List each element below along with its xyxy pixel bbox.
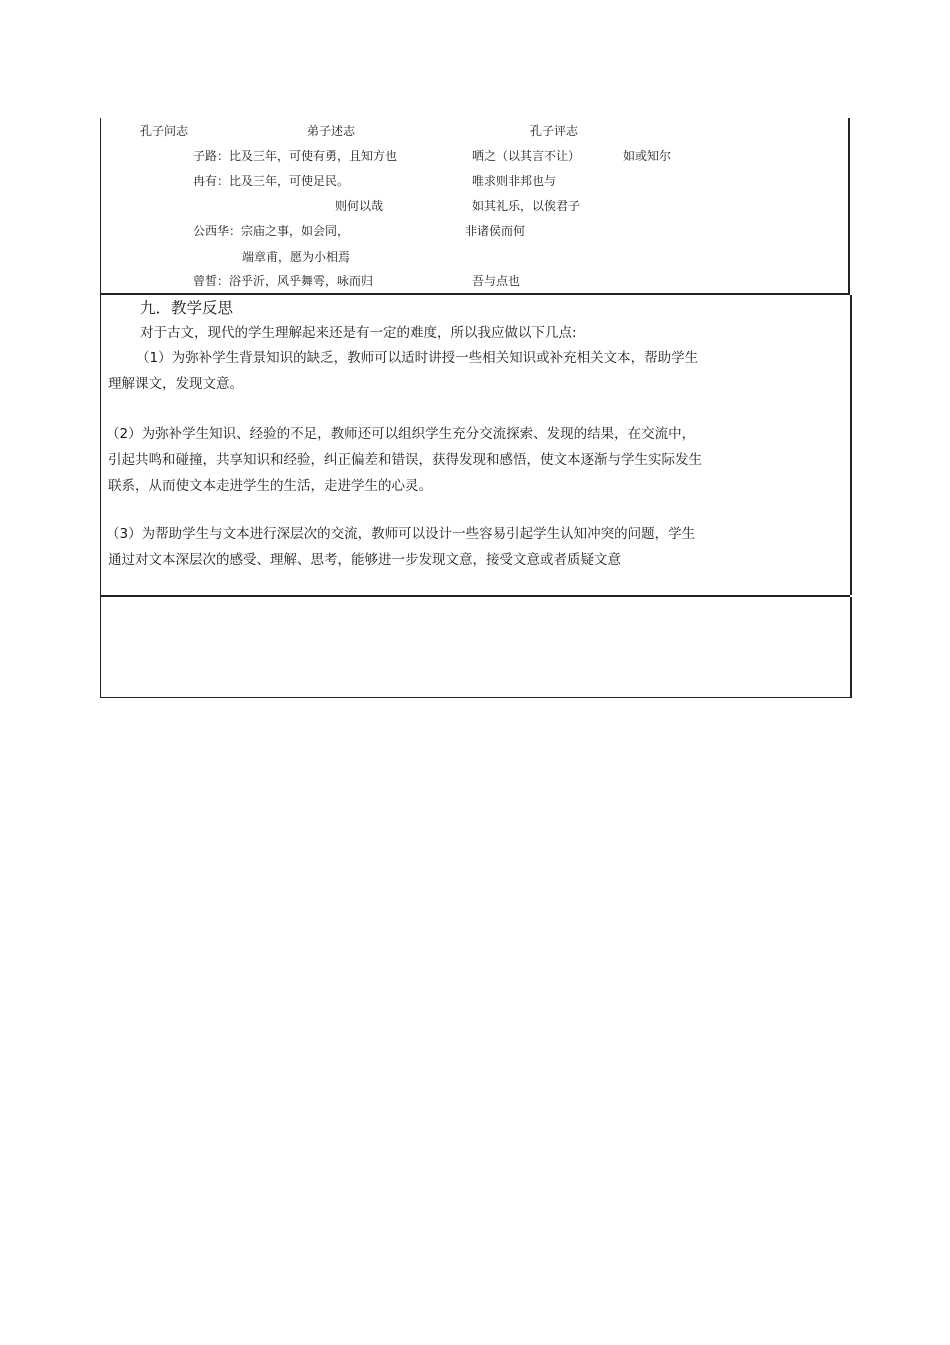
row-ranyou-comment: 唯求则非邦也与	[472, 174, 557, 188]
row-ranyou-continued: 则何以哉	[335, 199, 384, 213]
row-zengxi-comment: 吾与点也	[472, 274, 521, 288]
header-ask: 孔子问志	[140, 124, 189, 138]
header-tell: 弟子述志	[307, 124, 356, 138]
reflection-item-3-line-2: 通过对文本深层次的感受、理解、思考，能够进一步发现文意，接受文意或者质疑文意	[108, 552, 621, 568]
reflection-item-1-line-2: 理解课文，发现文意。	[108, 376, 243, 392]
row-zilu-comment: 哂之（以其言不让）	[472, 149, 581, 163]
table-border-left	[100, 118, 101, 294]
reflection-item-2-line-1: （2）为弥补学生知识、经验的不足，教师还可以组织学生充分交流探索、发现的结果，在交流中，	[106, 426, 696, 442]
row-ranyou-comment-2: 如其礼乐，以俟君子	[472, 199, 581, 213]
empty-cell	[100, 597, 852, 698]
row-ranyou-statement: 冉有：比及三年，可使足民。	[193, 174, 350, 188]
reflection-item-2-line-3: 联系，从而使文本走进学生的生活，走进学生的心灵。	[108, 478, 432, 494]
row-zilu-extra: 如或知尔	[623, 149, 672, 163]
reflection-intro: 对于古文，现代的学生理解起来还是有一定的难度，所以我应做以下几点:	[140, 325, 577, 341]
header-comment: 孔子评志	[530, 124, 579, 138]
reflection-item-3-line-1: （3）为帮助学生与文本进行深层次的交流，教师可以设计一些容易引起学生认知冲突的问题，学生	[106, 526, 696, 542]
row-zilu-statement: 子路：比及三年，可使有勇，且知方也	[193, 149, 398, 163]
row-gongxihua-statement: 公西华：宗庙之事，如会同，	[193, 224, 350, 238]
reflection-item-1-line-1: （1）为弥补学生背景知识的缺乏，教师可以适时讲授一些相关知识或补充相关文本，帮助学生	[136, 350, 699, 366]
row-zengxi-statement: 曾皙：浴乎沂，风乎舞雩，咏而归	[193, 274, 374, 288]
row-gongxihua-continued: 端章甫，愿为小相焉	[242, 250, 351, 264]
section-heading: 九．教学反思	[140, 299, 234, 317]
row-gongxihua-comment: 非诸侯而何	[465, 224, 526, 238]
table-border-right	[848, 118, 850, 294]
reflection-item-2-line-2: 引起共鸣和碰撞，共享知识和经验，纠正偏差和错误，获得发现和感悟，使文本逐渐与学生实际发生	[108, 452, 702, 468]
